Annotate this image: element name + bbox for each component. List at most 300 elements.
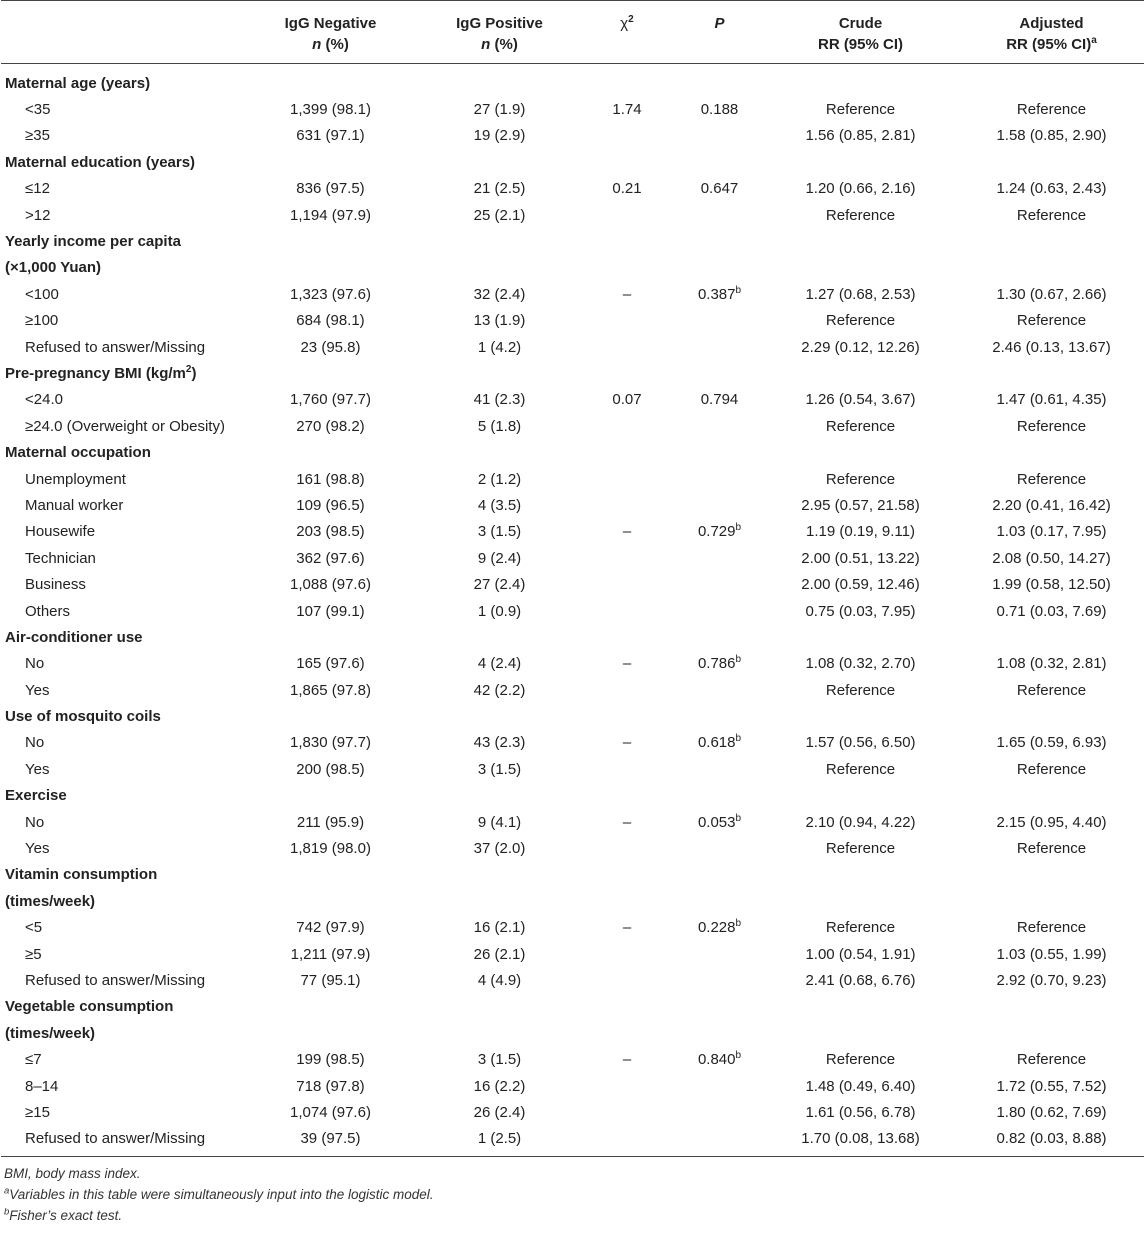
cell-value: 2.92 (0.70, 9.23) [996,971,1107,989]
row-label [1,809,239,835]
cell-value: Reference [825,840,896,858]
label-text: (times/week) [5,1024,96,1042]
row-label [1,571,239,597]
label-superscript: 2 [185,363,192,375]
igg-positive-cell [422,387,577,413]
crude-rr-cell [762,492,959,518]
chi-square-cell [577,545,677,571]
table-row [1,941,1144,967]
row-label [1,176,239,202]
cell-value: Reference [1016,760,1087,778]
adjusted-rr-cell [959,598,1144,624]
igg-positive-cell [422,1073,577,1099]
p-value-cell [677,466,762,492]
chi-square-cell [577,598,677,624]
adjusted-rr-cell [959,334,1144,360]
header-chi-sup: 2 [628,14,634,25]
cell-value: 13 (1.9) [473,312,526,330]
cell-value: 1.72 (0.55, 7.52) [996,1077,1107,1095]
chi-square-cell [577,149,677,175]
label-text: Refused to answer/Missing [25,1130,206,1148]
row-label [1,545,239,571]
crude-rr-cell [762,1099,959,1125]
cell-value: 4 (3.5) [477,496,522,514]
adjusted-rr-cell [959,1073,1144,1099]
adjusted-rr-cell [959,123,1144,149]
cell-value: 161 (98.8) [296,470,365,488]
row-label [1,1073,239,1099]
category-label [1,228,239,254]
igg-negative-cell [239,176,422,202]
igg-negative-cell [239,202,422,228]
p-value-cell [677,1020,762,1046]
crude-rr-cell [762,967,959,993]
igg-negative-cell [239,123,422,149]
cell-value: 200 (98.5) [296,760,365,778]
chi-square-cell [577,176,677,202]
category-row [1,228,1144,254]
igg-negative-cell [239,1126,422,1157]
igg-negative-cell [239,809,422,835]
chi-square-cell [577,1073,677,1099]
row-label [1,941,239,967]
header-igg-negative-l1: IgG Negative [284,15,377,32]
label-text: (×1,000 Yuan) [5,259,102,277]
chi-square-cell [577,941,677,967]
category-row [1,1020,1144,1046]
cell-value: 199 (98.5) [296,1051,365,1069]
crude-rr-cell [762,176,959,202]
igg-positive-cell [422,730,577,756]
cell-value: 165 (97.6) [296,655,365,673]
label-text: Yes [25,840,50,858]
chi-square-cell [577,915,677,941]
p-value-cell [677,202,762,228]
crude-rr-cell [762,835,959,861]
category-row [1,64,1144,97]
igg-positive-cell [422,756,577,782]
category-label [1,624,239,650]
row-label [1,835,239,861]
cell-value: – [622,655,632,673]
p-value-cell [677,967,762,993]
cell-value: 3 (1.5) [477,1051,522,1069]
cell-value: 1,088 (97.6) [290,576,371,594]
cell-value: 1,865 (97.8) [290,681,371,699]
header-adjusted-rr [959,1,1144,64]
row-label [1,466,239,492]
table-row [1,571,1144,597]
adjusted-rr-cell [959,1020,1144,1046]
table-row [1,1099,1144,1125]
header-p-value [677,1,762,64]
header-crude-l2: RR (95% CI) [817,36,903,53]
table-row [1,545,1144,571]
igg-positive-cell [422,783,577,809]
header-crude-rr [762,1,959,64]
cell-value: 1,819 (98.0) [290,840,371,858]
igg-negative-cell [239,651,422,677]
crude-rr-cell [762,334,959,360]
p-value-cell [677,387,762,413]
table-row [1,519,1144,545]
row-label [1,308,239,334]
label-text: <24.0 [25,391,63,409]
p-value-cell [677,756,762,782]
cell-value: – [622,734,632,752]
igg-positive-cell [422,1020,577,1046]
cell-value: 21 (2.5) [473,180,526,198]
igg-negative-cell [239,598,422,624]
cell-value: 1,194 (97.9) [290,206,371,224]
cell-value: 0.228 [697,919,736,937]
crude-rr-cell [762,651,959,677]
footnote-a [4,1184,1146,1205]
cell-value: Reference [825,206,896,224]
crude-rr-cell [762,64,959,97]
cell-value: 211 (95.9) [296,813,365,831]
table-row [1,730,1144,756]
crude-rr-cell [762,439,959,465]
adjusted-rr-cell [959,967,1144,993]
igg-negative-cell [239,862,422,888]
category-label [1,862,239,888]
category-row [1,439,1144,465]
row-label [1,387,239,413]
crude-rr-cell [762,466,959,492]
label-text: Pre-pregnancy BMI (kg/m [5,364,186,382]
p-value-cell [677,598,762,624]
label-text: <5 [25,919,43,937]
row-label [1,756,239,782]
label-text: ≥100 [25,312,59,330]
row-label [1,1046,239,1072]
label-text: <35 [25,101,51,119]
igg-positive-cell [422,281,577,307]
igg-positive-cell [422,413,577,439]
igg-positive-cell [422,466,577,492]
crude-rr-cell [762,598,959,624]
cell-value: 2.08 (0.50, 14.27) [992,549,1111,567]
label-text: Yes [25,681,50,699]
cell-value: 23 (95.8) [300,338,361,356]
cell-value: 0.82 (0.03, 8.88) [996,1130,1107,1148]
label-text: Others [25,602,71,620]
cell-value: 1.00 (0.54, 1.91) [805,945,916,963]
adjusted-rr-cell [959,1046,1144,1072]
footnote-mark-b: b [735,1050,742,1062]
label-text: No [25,813,45,831]
label-text: ≥15 [25,1103,50,1121]
igg-positive-cell [422,545,577,571]
cell-value: 1.27 (0.68, 2.53) [805,285,916,303]
p-value-cell [677,1099,762,1125]
cell-value: 9 (4.1) [477,813,522,831]
cell-value: – [622,285,632,303]
cell-value: 203 (98.5) [296,523,365,541]
label-text: Vitamin consumption [5,866,158,884]
cell-value: Reference [1016,417,1087,435]
cell-value: 0.387 [697,285,736,303]
p-value-cell [677,176,762,202]
p-value-cell [677,334,762,360]
cell-value: 41 (2.3) [473,391,526,409]
adjusted-rr-cell [959,387,1144,413]
cell-value: – [622,919,632,937]
igg-negative-cell [239,703,422,729]
igg-negative-cell [239,519,422,545]
p-value-cell [677,888,762,914]
cell-value: Reference [825,919,896,937]
table-footnotes [0,1163,1146,1226]
crude-rr-cell [762,703,959,729]
chi-square-cell [577,783,677,809]
row-label [1,1099,239,1125]
row-label [1,202,239,228]
cell-value: 1.08 (0.32, 2.70) [805,655,916,673]
table-row [1,1046,1144,1072]
category-row [1,888,1144,914]
cell-value: 16 (2.1) [473,919,526,937]
adjusted-rr-cell [959,545,1144,571]
footnote-mark-b: b [735,284,742,296]
p-value-cell [677,360,762,386]
p-value-cell [677,545,762,571]
adjusted-rr-cell [959,413,1144,439]
cell-value: 0.07 [612,391,642,409]
adjusted-rr-cell [959,783,1144,809]
p-value-cell [677,123,762,149]
table-row [1,308,1144,334]
cell-value: 77 (95.1) [300,971,361,989]
label-text: ≥35 [25,127,50,145]
label-text: ≥24.0 (Overweight or Obesity) [25,417,225,435]
cell-value: 0.840 [697,1051,736,1069]
cell-value: Reference [825,417,896,435]
adjusted-rr-cell [959,915,1144,941]
chi-square-cell [577,1126,677,1157]
footnote-mark-b: b [735,733,742,745]
igg-positive-cell [422,64,577,97]
chi-square-cell [577,862,677,888]
table-row [1,492,1144,518]
p-value-cell [677,96,762,122]
table-row [1,281,1144,307]
header-n-italic: n [481,36,491,53]
igg-negative-cell [239,387,422,413]
igg-negative-cell [239,1099,422,1125]
cell-value: 1.47 (0.61, 4.35) [996,391,1107,409]
category-row [1,149,1144,175]
igg-negative-cell [239,835,422,861]
chi-square-cell [577,308,677,334]
cell-value: 2.29 (0.12, 12.26) [801,338,920,356]
igg-negative-cell [239,677,422,703]
chi-square-cell [577,888,677,914]
cell-value: Reference [825,681,896,699]
cell-value: 1.24 (0.63, 2.43) [996,180,1107,198]
igg-positive-cell [422,624,577,650]
chi-square-cell [577,571,677,597]
row-label [1,281,239,307]
header-adjusted-l2 [961,34,1142,55]
cell-value: 1.08 (0.32, 2.81) [996,655,1107,673]
cell-value: 1.70 (0.08, 13.68) [801,1130,920,1148]
chi-square-cell [577,519,677,545]
footnote-b [4,1205,1146,1226]
crude-rr-cell [762,96,959,122]
p-value-cell [677,835,762,861]
category-label [1,149,239,175]
header-igg-negative [239,1,422,64]
footnote-a-text: Variables in this table were simultaneously input into the logistic model. [9,1187,434,1203]
cell-value: 9 (2.4) [477,549,522,567]
p-value-cell [677,149,762,175]
cell-value: Reference [825,312,896,330]
category-row [1,255,1144,281]
header-row [1,1,1144,64]
adjusted-rr-cell [959,492,1144,518]
row-label [1,413,239,439]
cell-value: Reference [1016,1051,1087,1069]
igg-positive-cell [422,439,577,465]
adjusted-rr-cell [959,281,1144,307]
category-label [1,64,239,97]
category-label [1,255,239,281]
cell-value: 1.26 (0.54, 3.67) [805,391,916,409]
cell-value: 1.48 (0.49, 6.40) [805,1077,916,1095]
cell-value: 42 (2.2) [473,681,526,699]
crude-rr-cell [762,862,959,888]
label-text: Air-conditioner use [5,628,143,646]
cell-value: 1.03 (0.55, 1.99) [996,945,1107,963]
igg-negative-cell [239,1046,422,1072]
cell-value: 0.71 (0.03, 7.69) [996,602,1107,620]
cell-value: 742 (97.9) [296,919,365,937]
chi-square-cell [577,1020,677,1046]
chi-square-cell [577,123,677,149]
header-crude-l1: Crude [838,15,883,32]
cell-value: 26 (2.4) [473,1103,526,1121]
label-text: Maternal education (years) [5,153,196,171]
label-tail: ) [191,364,197,382]
p-value-cell [677,255,762,281]
category-row [1,783,1144,809]
row-label [1,677,239,703]
cell-value: 2.00 (0.51, 13.22) [801,549,920,567]
cell-value: 2 (1.2) [477,470,522,488]
crude-rr-cell [762,730,959,756]
row-label [1,915,239,941]
chi-square-cell [577,387,677,413]
igg-negative-cell [239,308,422,334]
table-row [1,387,1144,413]
p-value-cell [677,783,762,809]
label-text: ≥5 [25,945,42,963]
chi-square-cell [577,202,677,228]
crude-rr-cell [762,809,959,835]
cell-value: Reference [1016,840,1087,858]
igg-negative-cell [239,571,422,597]
igg-positive-cell [422,941,577,967]
cell-value: 3 (1.5) [477,523,522,541]
cell-value: 1.74 [612,101,642,119]
cell-value: Reference [1016,101,1087,119]
table-row [1,334,1144,360]
row-label [1,492,239,518]
cell-value: 1.20 (0.66, 2.16) [805,180,916,198]
category-label [1,360,239,386]
header-p-italic: P [714,15,725,32]
cell-value: 1.30 (0.67, 2.66) [996,285,1107,303]
igg-positive-cell [422,96,577,122]
footnote-bmi: BMI, body mass index. [4,1166,141,1182]
header-adjusted-l1: Adjusted [1019,15,1084,32]
table-row [1,96,1144,122]
p-value-cell [677,281,762,307]
row-label [1,1126,239,1157]
header-igg-positive-l1: IgG Positive [456,15,543,32]
cell-value: Reference [1016,470,1087,488]
p-value-cell [677,1046,762,1072]
cell-value: 0.188 [700,101,739,119]
cell-value: 1.61 (0.56, 6.78) [805,1103,916,1121]
cell-value: 1.19 (0.19, 9.11) [806,523,915,541]
cell-value: 1 (2.5) [477,1130,522,1148]
cell-value: 1.03 (0.17, 7.95) [996,523,1107,541]
cell-value: 1.65 (0.59, 6.93) [996,734,1107,752]
chi-square-cell [577,281,677,307]
chi-square-cell [577,64,677,97]
chi-square-cell [577,651,677,677]
cell-value: 0.75 (0.03, 7.95) [805,602,916,620]
igg-negative-cell [239,756,422,782]
chi-square-cell [577,835,677,861]
cell-value: 0.053 [697,813,736,831]
cell-value: 27 (2.4) [473,576,526,594]
header-igg-negative-l2 [241,34,420,55]
crude-rr-cell [762,994,959,1020]
category-label [1,994,239,1020]
label-text: Yearly income per capita [5,233,181,251]
cell-value: 27 (1.9) [473,101,526,119]
crude-rr-cell [762,1073,959,1099]
table-row [1,1126,1144,1157]
chi-square-cell [577,96,677,122]
igg-positive-cell [422,677,577,703]
cell-value: 1,323 (97.6) [290,285,371,303]
p-value-cell [677,915,762,941]
cell-value: 684 (98.1) [296,312,365,330]
adjusted-rr-cell [959,809,1144,835]
row-label [1,598,239,624]
igg-negative-cell [239,413,422,439]
p-value-cell [677,677,762,703]
crude-rr-cell [762,255,959,281]
adjusted-rr-cell [959,228,1144,254]
cell-value: 4 (4.9) [477,971,522,989]
cell-value: 1.99 (0.58, 12.50) [992,576,1111,594]
igg-positive-cell [422,809,577,835]
header-igg-positive-l2 [424,34,575,55]
cell-value: 2.41 (0.68, 6.76) [805,971,916,989]
crude-rr-cell [762,281,959,307]
crude-rr-cell [762,941,959,967]
p-value-cell [677,651,762,677]
cell-value: Reference [1016,312,1087,330]
chi-square-cell [577,228,677,254]
cell-value: 5 (1.8) [477,417,522,435]
